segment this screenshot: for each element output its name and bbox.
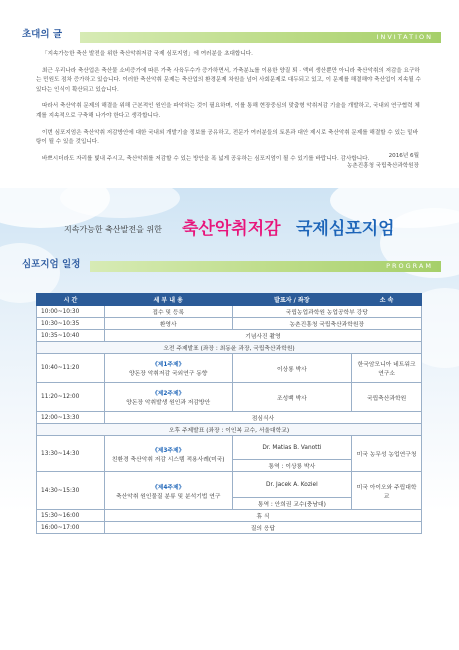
content-cell: 휴 식: [104, 510, 421, 522]
content-cell: 질의 응답: [104, 522, 421, 534]
speaker-cell: 조성백 박사: [232, 383, 352, 412]
invitation-paragraph: 최근 우리나라 축산업은 축산물 소비증가에 따른 가축 사육두수가 증가하면서, 가축분뇨를 이용한 양질 퇴 · 액비 생산뿐만 아니라 축산악취의 저감을 요구하는 민원도 점차 증가하고 있습니다. 이러한 축산악취 문제는 축산업의 환경문제 차원을 넘어 사회문제로 대두되고 있고, 이 문제를 해결해야 축산업이 지속될 수 있다는 인식이 확산되고 있습니다.: [36, 67, 421, 93]
org-cell: 미국 농무성 농업연구청: [352, 436, 422, 472]
topic-tag: 《제3주제》: [152, 447, 185, 454]
session-row: [37, 342, 422, 354]
banner-title-rest: 국제심포지엄: [296, 219, 395, 239]
time-cell: 12:00~13:30: [37, 412, 105, 424]
topic-title: 친환경 축산악취 저감 시스템 적용사례(미국): [111, 456, 225, 463]
content-cell: [104, 436, 232, 472]
invitation-body: [36, 50, 423, 171]
content-cell: 점심식사: [104, 412, 421, 424]
content-cell: [104, 383, 232, 412]
session-row: [37, 424, 422, 436]
invitation-paragraph: 이번 심포지엄은 축산악취 저감방안에 대한 국내외 개발기술 정보를 공유하고, 전문가 여러분들의 토론과 대안 제시로 축산악취 문제를 해결할 수 있는 밑바탕이 될 수 있을 것입니다.: [36, 129, 418, 146]
invitation-bar: [80, 32, 441, 43]
content-cell: 환영사: [104, 318, 232, 330]
program-header: [22, 252, 441, 272]
banner-subtitle: 지속가능한 축산발전을 위한: [64, 225, 162, 234]
time-cell: 13:30~14:30: [37, 436, 105, 472]
table-row: [37, 510, 422, 522]
table-header-row: [37, 294, 422, 306]
program-table: [36, 293, 422, 534]
invitation-date: 2016년 6월: [388, 153, 419, 159]
interpreter-cell: 통역 : 안희권 교수(충남대): [232, 498, 352, 510]
program-title: 심포지엄 일정: [22, 259, 81, 270]
time-cell: 10:30~10:35: [37, 318, 105, 330]
topic-tag: 《제1주제》: [152, 362, 185, 368]
invitation-paragraph: 바쁘시더라도 자리를 빛내 주시고, 축산악취를 저감할 수 있는 방안을 폭 넓게 공유하는 심포지엄이 될 수 있기를 바랍니다. 감사합니다.: [42, 155, 370, 162]
invitation-bar-label: INVITATION: [376, 33, 433, 41]
session-cell: 오후 주제발표 (좌장 : 이인복 교수, 서울대학교): [37, 424, 422, 436]
table-row: [37, 330, 422, 342]
time-cell: 16:00~17:00: [37, 522, 105, 534]
table-row: [37, 383, 422, 412]
invitation-header: [22, 26, 441, 46]
speaker-cell: Dr. Matias B. Vanotti: [232, 436, 352, 460]
program-bar: [90, 261, 441, 272]
table-row: [37, 306, 422, 318]
column-header: 발표자 / 좌장: [232, 294, 352, 306]
interpreter-cell: 통역 : 이상룡 박사: [232, 460, 352, 472]
session-cell: 오전 주제발표 (좌장 : 최동윤 과장, 국립축산과학원): [37, 342, 422, 354]
invitation-title: 초대의 글: [22, 29, 63, 40]
org-cell: 국립축산과학원: [352, 383, 422, 412]
time-cell: 10:35~10:40: [37, 330, 105, 342]
org-cell: 미국 아이오와 주립대학교: [352, 472, 422, 510]
time-cell: 11:20~12:00: [37, 383, 105, 412]
table-row: [37, 412, 422, 424]
speaker-cell: Dr. Jacek A. Koziel: [232, 472, 352, 498]
org-cell: 한국암모니아 네트워크연구소: [352, 354, 422, 383]
program-bar-label: PROGRAM: [386, 262, 433, 270]
invitation-paragraph: 따라서 축산악취 문제의 해결을 위해 근본적인 원인을 파악하는 것이 필요하며, 이를 통해 현장중심의 맞춤형 악취저감 기술을 개발하고, 국내외 연구협력 체계를 지속적으로 구축해 나가야 한다고 생각합니다.: [36, 103, 420, 119]
content-cell: 접수 및 등록: [104, 306, 232, 318]
time-cell: 10:40~11:20: [37, 354, 105, 383]
column-header: 소 속: [352, 294, 422, 306]
table-row: [37, 436, 422, 460]
time-cell: 14:30~15:30: [37, 472, 105, 510]
table-row: [37, 472, 422, 498]
speaker-cell: 이상룡 박사: [232, 354, 352, 383]
content-cell: [104, 354, 232, 383]
topic-tag: 《제4주제》: [152, 484, 185, 491]
time-cell: 10:00~10:30: [37, 306, 105, 318]
content-cell: [104, 472, 232, 510]
banner-title-highlight: 축산악취저감: [182, 219, 281, 239]
table-row: [37, 354, 422, 383]
topic-title: 축산악취 원인물질 분류 및 분석기법 연구: [116, 493, 221, 500]
topic-title: 양돈장 악취저감 국외연구 동향: [129, 371, 208, 377]
column-header: 시 간: [37, 294, 105, 306]
invitation-paragraph: 「지속가능한 축산 발전을 위한 축산악취저감 국제 심포지엄」에 여러분을 초대합니다.: [42, 51, 253, 57]
column-header: 세 부 내 용: [104, 294, 232, 306]
table-row: [37, 318, 422, 330]
content-cell: 기념사진 촬영: [104, 330, 421, 342]
topic-title: 양돈장 악취발생 원인과 저감방안: [126, 400, 211, 406]
invitation-signature: 농촌진흥청 국립축산과학원장: [346, 163, 419, 169]
table-row: [37, 522, 422, 534]
time-cell: 15:30~16:00: [37, 510, 105, 522]
org-cell: 국립농업과학원 농업공학부 강당: [232, 306, 421, 318]
topic-tag: 《제2주제》: [152, 391, 185, 397]
org-cell: 농촌진흥청 국립축산과학원장: [232, 318, 421, 330]
